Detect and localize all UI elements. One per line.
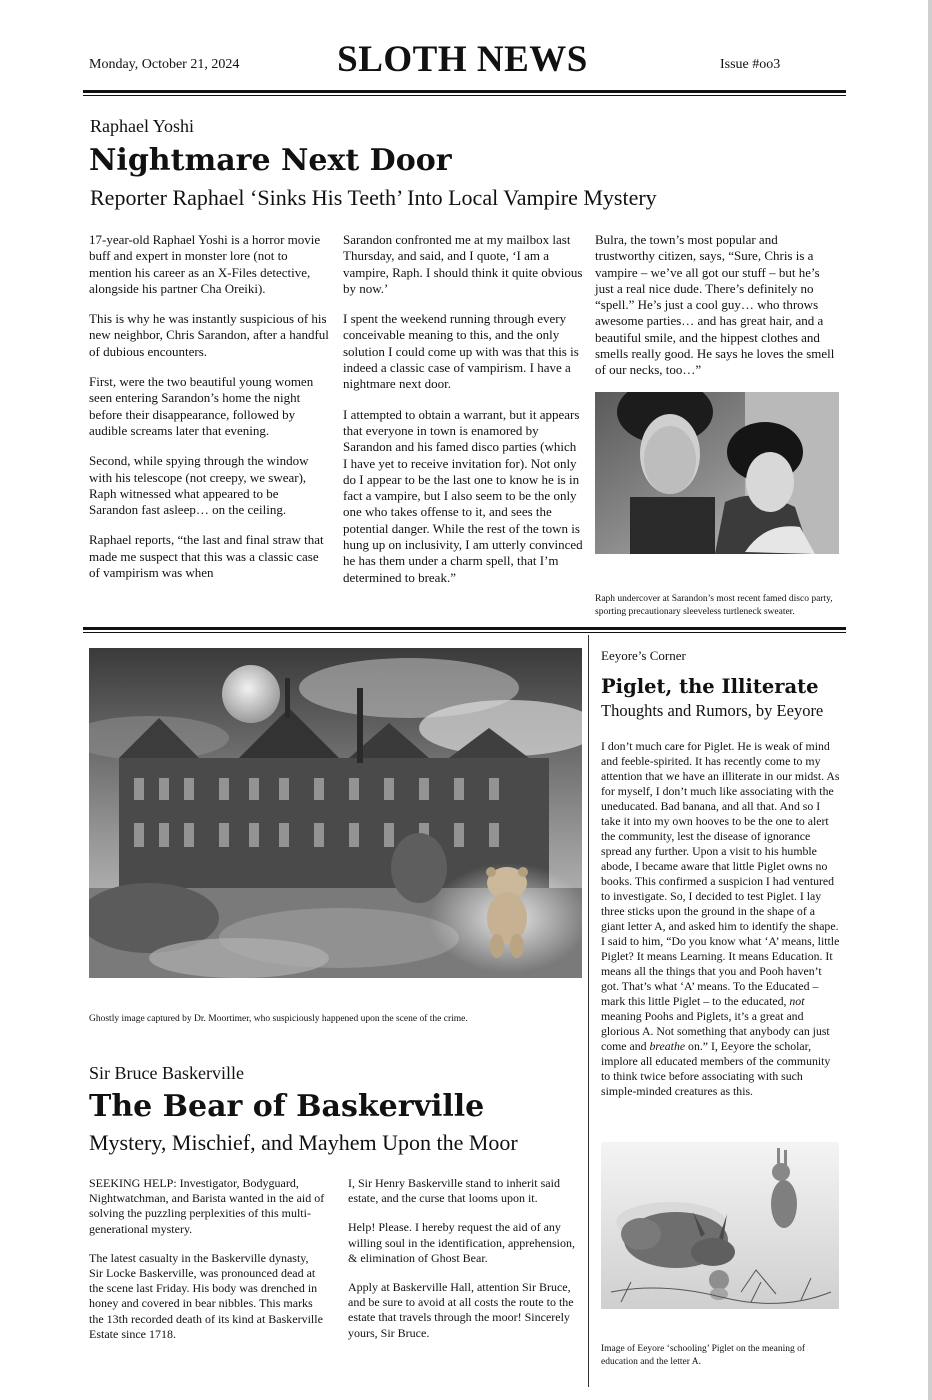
mansion-photo-caption: Ghostly image captured by Dr. Moortimer, who suspiciously happened upon the scene of the crime. xyxy=(89,1014,468,1024)
paragraph: This is why he was instantly suspicious of his new neighbor, Chris Sarandon, after a handful of dubious encounters. xyxy=(89,311,329,359)
issue-number: Issue #oo3 xyxy=(720,57,781,72)
story2-column-1 xyxy=(89,1176,325,1342)
mansion-photo xyxy=(89,648,582,978)
body-text: on.” I, Eeyore the scholar, implore all educated members of the community to think twice before associating with such simple-minded creatures as this. xyxy=(601,1039,831,1098)
body-text: I don’t much care for Piglet. He is weak of mind and feeble-spirited. It has recently come to my attention that we have an illiterate in our midst. As for myself, I don’t much like associating with the uneducated. Bad banana, and all that. And so I take it into my own hooves to be the one to alert the community, lest the disease of ignorance spread any further. Upon a visit to his humble abode, I became aware that little Piglet owns no books. This confirmed a suspicion I had ventured to investigate. So, I decided to test Piglet. I lay three sticks upon the ground in the shape of a giant letter A, and asked him to identify the shape. I said to him, “Do you know what ‘A’ means, little Piglet? It means Learning. It means Education. It means all the things that you and Pooh haven’t got. That’s what ‘A’ means. To the Educated – mark this little Piglet – to the educated, xyxy=(601,739,840,1008)
story2-column-2 xyxy=(348,1176,580,1341)
section-rule xyxy=(83,627,846,633)
paragraph: I, Sir Henry Baskerville stand to inherit said estate, and the curse that looms upon it. xyxy=(348,1176,560,1206)
story1-column-1 xyxy=(89,232,329,581)
paragraph: 17-year-old Raphael Yoshi is a horror movie buff and expert in monster lore (not to mention his career as an X-Files detective, alongside his partner Cha Oreiki). xyxy=(89,232,321,296)
emphasis: breathe xyxy=(649,1039,686,1053)
paragraph: Raphael reports, “the last and final straw that made me suspect that this was a classic case of vampirism was when xyxy=(89,532,324,581)
story1-column-2 xyxy=(343,232,583,586)
sidebar-headline: Piglet, the Illiterate xyxy=(601,675,819,698)
newspaper-title: SLOTH NEWS xyxy=(337,39,588,80)
sidebar-body xyxy=(601,739,840,1099)
story1-deck: Reporter Raphael ‘Sinks His Teeth’ Into Local Vampire Mystery xyxy=(90,185,657,210)
paragraph: Second, while spying through the window with his telescope (not creepy, we swear), Raph witnessed what appeared to be Sarandon fast asleep… on the ceiling. xyxy=(89,453,309,518)
column-divider xyxy=(588,635,589,1387)
sidebar-deck: Thoughts and Rumors, by Eeyore xyxy=(601,701,824,720)
sidebar-kicker: Eeyore’s Corner xyxy=(601,648,686,663)
eeyore-illustration-caption: Image of Eeyore ‘schooling’ Piglet on the meaning of education and the letter A. xyxy=(601,1344,806,1367)
issue-date: Monday, October 21, 2024 xyxy=(89,57,240,72)
paragraph: Bulra, the town’s most popular and trustworthy citizen, says, “Sure, Chris is a vampire – we’ve all got our stuff – but he’s just a real nice dude. There’s definitely no “spell.” He’s just a cool guy… who throws awesome parties… and has great hair, and a beautiful smile, and the hippest clothes and smells really good. He says he loves the smell of our necks, too…” xyxy=(595,232,835,378)
paragraph: Apply at Baskerville Hall, attention Sir Bruce, and be sure to avoid at all costs the route to the estate that travels through the moor! Sincerely yours, Sir Bruce. xyxy=(348,1280,574,1340)
story2-byline: Sir Bruce Baskerville xyxy=(89,1063,244,1083)
story1-byline: Raphael Yoshi xyxy=(90,116,195,136)
story2-headline: The Bear of Baskerville xyxy=(89,1089,485,1124)
paragraph: SEEKING HELP: Investigator, Bodyguard, Nightwatchman, and Barista wanted in the aid of solving the puzzling perplexities of this multi-generational mystery. xyxy=(89,1176,325,1236)
emphasis: not xyxy=(789,994,805,1008)
paragraph: Sarandon confronted me at my mailbox last Thursday, and said, and I quote, ‘I am a vampire, Raph. I should think it quite obvious by now.’ xyxy=(343,232,583,296)
page-edge xyxy=(928,0,932,1400)
masthead-rule xyxy=(83,90,846,96)
disco-photo-caption: Raph undercover at Sarandon’s most recent famed disco party, sporting precautionary sleeveless turtleneck sweater. xyxy=(595,594,833,617)
paragraph: First, were the two beautiful young women seen entering Sarandon’s home the night before their disappearance, followed by audible screams later that evening. xyxy=(89,374,314,438)
body-text: meaning Poohs and Piglets, it’s a great and glorious A. Not something that anybody can just come and xyxy=(601,1009,830,1053)
eeyore-piglet-illustration xyxy=(601,1142,839,1309)
story1-headline: Nightmare Next Door xyxy=(89,143,452,178)
paragraph: I attempted to obtain a warrant, but it appears that everyone in town is enamored by Sarandon and his famed disco parties (which I have yet to receive invitation for). Not only do I appear to be the last one to know he is in fact a vampire, but I also seem to be the only one who takes offense to it, and sees the potential danger. While the rest of the town is hung up on inclusivity, I am utterly convinced he has them under a charm spell, that I’m determined to break.” xyxy=(343,406,583,585)
paragraph: Help! Please. I hereby request the aid of any willing soul in the identification, apprehension, & elimination of Ghost Bear. xyxy=(348,1220,575,1265)
story1-column-3 xyxy=(595,232,840,379)
disco-party-photo xyxy=(595,392,839,554)
paragraph: I spent the weekend running through every conceivable meaning to this, and the only solution I could come up with was that this is indeed a classic case of vampirism. I have a nightmare next door. xyxy=(343,311,579,392)
paragraph: The latest casualty in the Baskerville dynasty, Sir Locke Baskerville, was pronounced dead at the scene last Friday. His body was drenched in honey and covered in bear nibbles. This marks the 13th recorded death of its kind at Baskerville Estate since 1718. xyxy=(89,1250,323,1341)
story2-deck: Mystery, Mischief, and Mayhem Upon the Moor xyxy=(89,1130,518,1155)
